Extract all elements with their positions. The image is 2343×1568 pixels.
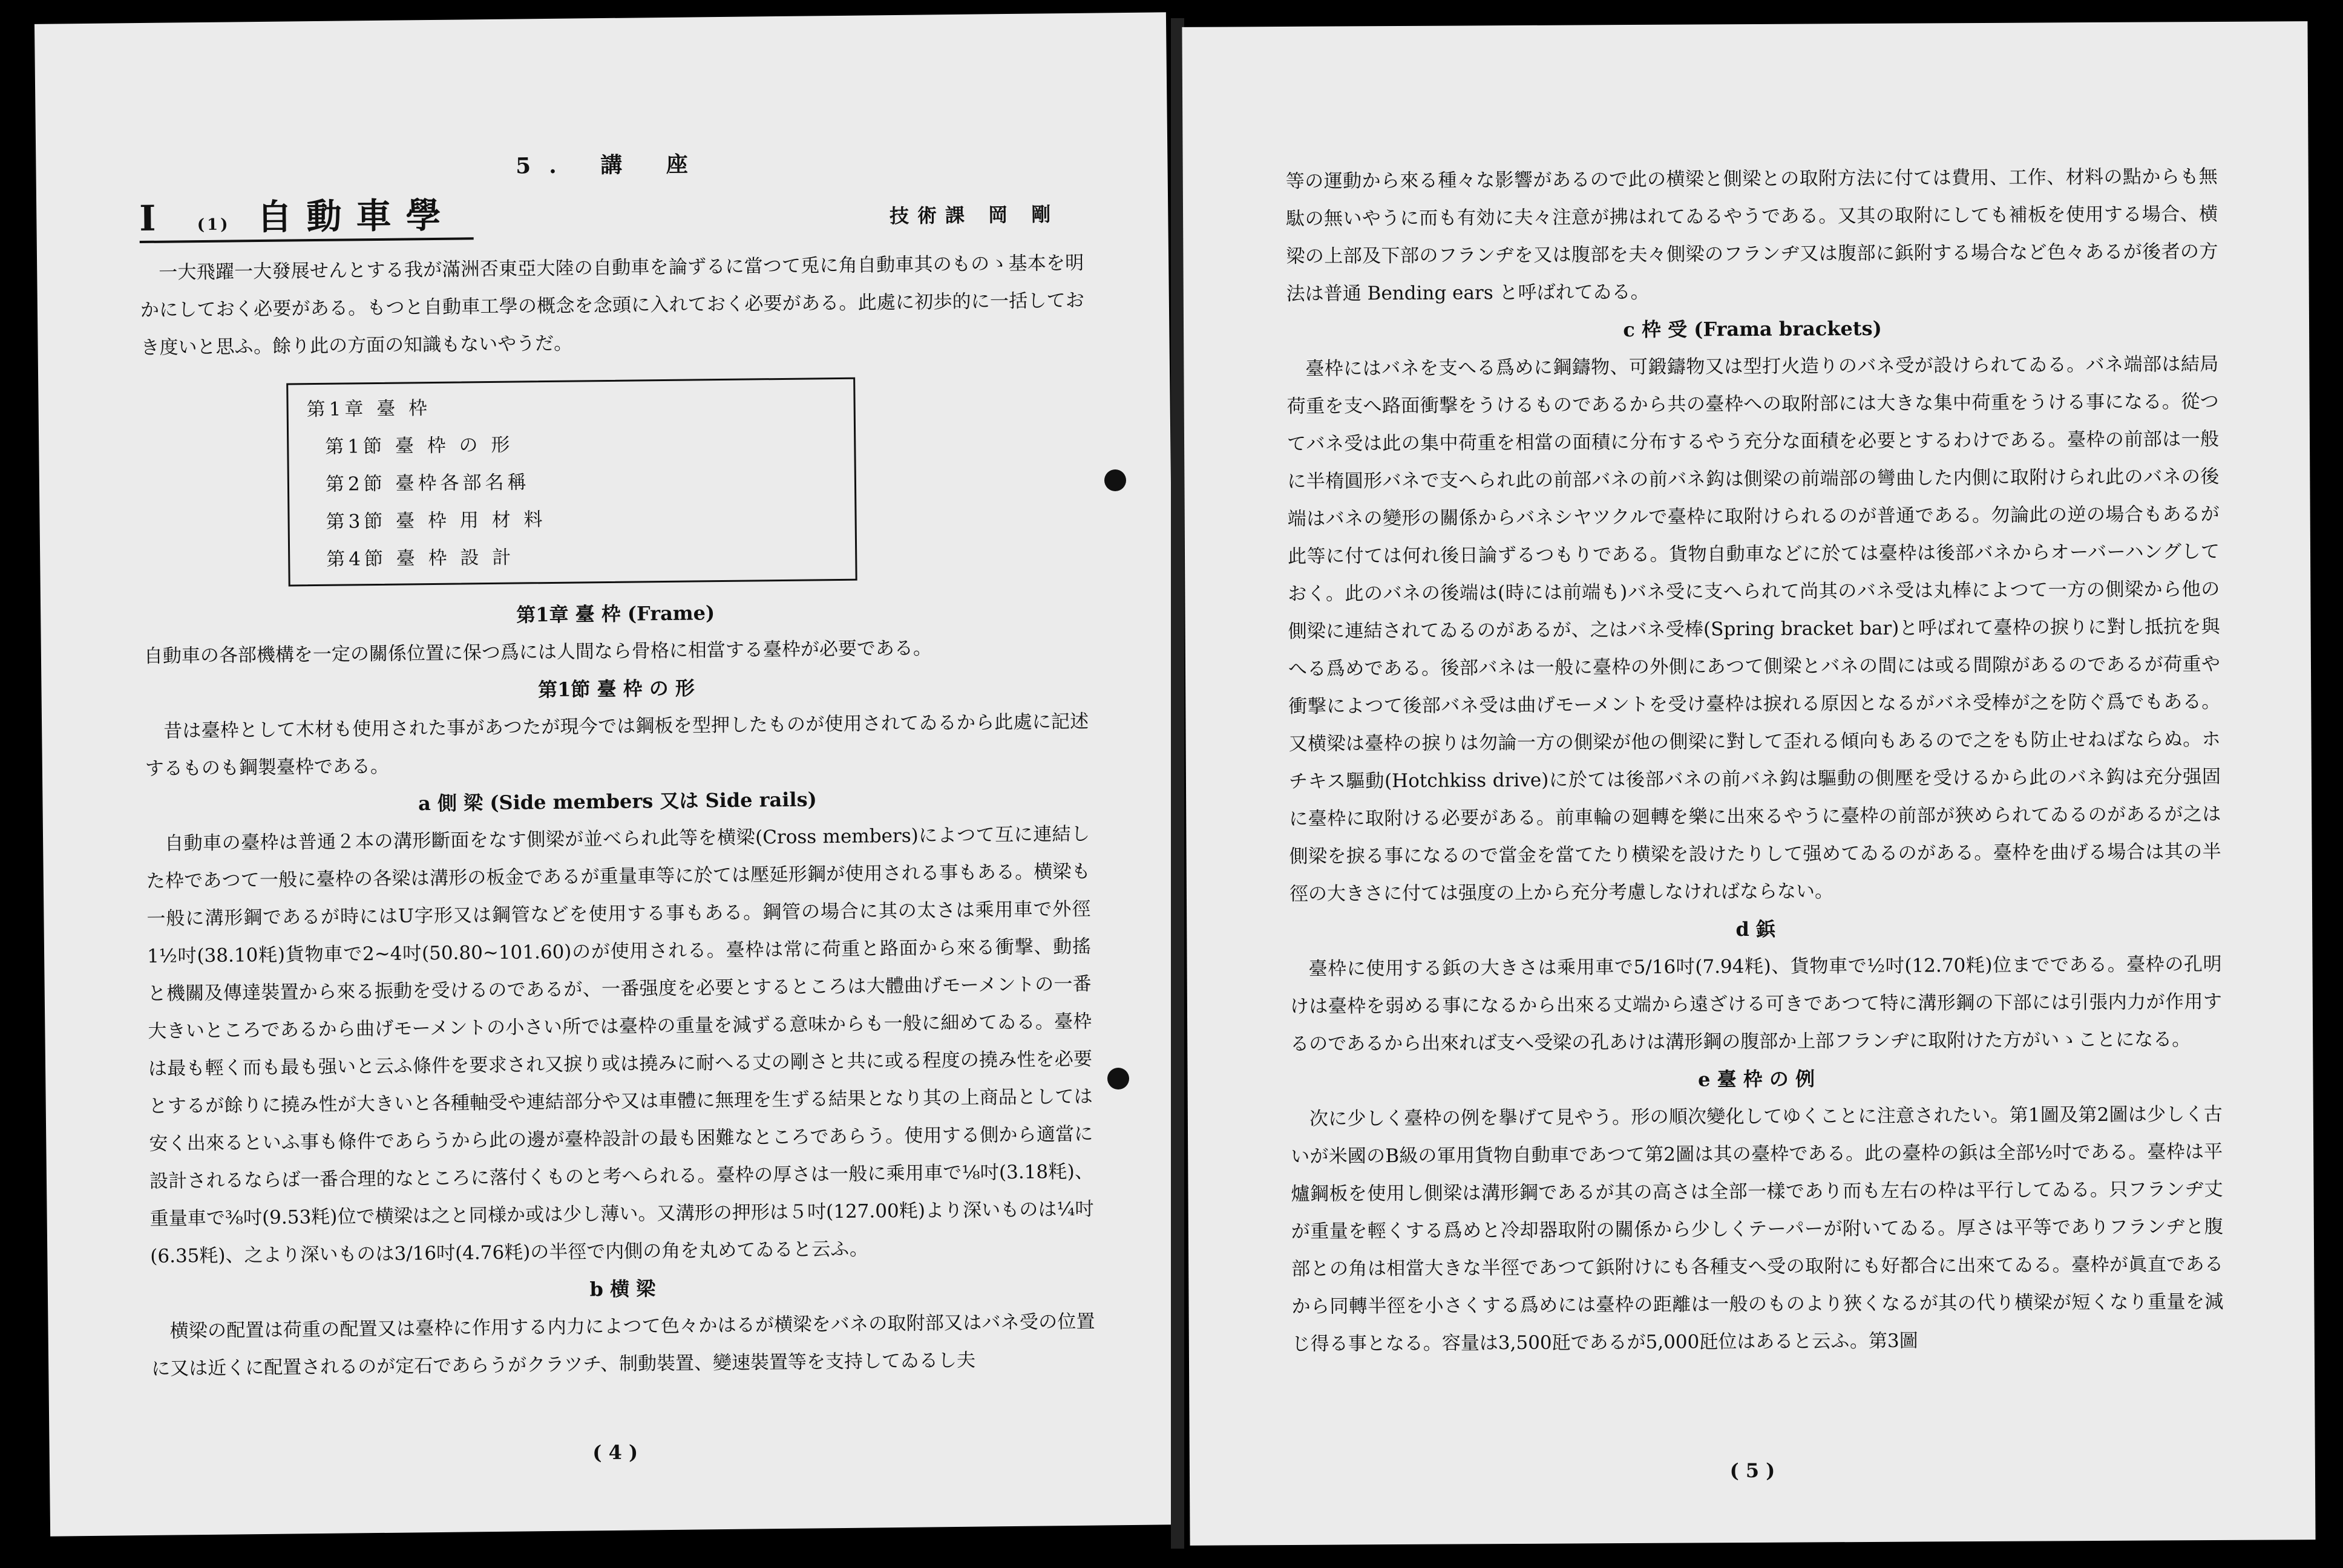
left-page	[34, 12, 1182, 1536]
page-number: ( 5 )	[1729, 1459, 1775, 1483]
chapter-paragraph: 自動車の各部機構を一定の關係位置に保つ爲には人間なら骨格に相當する臺枠が必要である。	[143, 637, 932, 668]
subsection-heading-e: e 臺 枠 の 例	[1697, 1067, 1815, 1091]
table-of-contents	[286, 377, 857, 587]
punch-hole	[1107, 1068, 1129, 1089]
title-sub-number: (1)	[197, 215, 231, 235]
intro-paragraph: 一大飛躍一大發展せんとする我が滿洲否東亞大陸の自動車を論ずるに當つて兎に角自動車其のものゝ基本を明かにしておく必要がある。もつと自動車工學の概念を念頭に入れておく必要がある。此處に初歩的に一括しておき度いと思ふ。餘り此の方面の知識もないやうだ。	[140, 252, 1085, 359]
toc-section: 第3節 臺 枠 用 材 料	[326, 509, 546, 533]
title-number: I	[139, 197, 171, 240]
subsection-paragraph-e: 次に少しく臺枠の例を擧げて見やう。形の順次變化してゆくことに注意されたい。第1圖及第2圖は少しく古いが米國のB級の軍用貨物自動車であつて第2圖は其の臺枠である。此の臺枠の鋲は全部½吋である。臺枠は平爐鋼板を使用し側梁は溝形鋼であるが其の高さは全部一樣であり而も左右の枠は平行してゐる。只フランヂ丈が重量を輕くする爲めと冷却器取附の關係から少しくテーパーが附いてゐる。厚さは平等でありフランヂと腹部との角は相當大きな半徑であつて鋲附けにも各種支へ受の取附にも好都合に出來てゐる。臺枠が眞直であるから同轉半徑を小さくする爲めには臺枠の距離は一般のものより狹くなるが其の代り横梁が短くなり重量を減じ得る事となる。容量は3,500瓩であるが5,000瓩位はあると云ふ。第3圖	[1291, 1103, 2224, 1355]
series-heading: 5. 講 座	[515, 151, 706, 179]
subsection-heading-c: c 枠 受 (Frama brackets)	[1623, 316, 1882, 342]
continued-paragraph: 等の運動から來る種々な影響があるので此の横梁と側梁との取附方法に付ては費用、工作、材料の點からも無駄の無いやうに而も有効に夫々注意が拂はれてゐるやうである。又其の取附にしても補板を使用する場合、横梁の上部及下部のフランヂを又は腹部を夫々側梁のフランヂ又は腹部に鋲附する場合など色々あるが後者の方法は普通 Bending ears と呼ばれてゐる。	[1285, 165, 2218, 305]
subsection-heading-a: a 側 梁 (Side members 又は Side rails)	[418, 788, 817, 815]
right-page	[1182, 21, 2315, 1546]
subsection-paragraph-a: 自動車の臺枠は普通２本の溝形斷面をなす側梁が並べられ此等を横梁(Cross members)によつて互に連結した枠であつて一般に臺枠の各梁は溝形の板金であるが重量車等に於ては壓延形鋼が使用される事もある。横梁も一般に溝形鋼であるが時にはU字形又は鋼管などを使用する事もある。鋼管の場合に其の太さは乘用車で外徑1½吋(38.10粍)貨物車で2~4吋(50.80~101.60)のが使用される。臺枠は常に荷重と路面から來る衝撃、動搖と機關及傳達裝置から來る振動を受けるのであるが、一番强度を必要とするところは大體曲げモーメントの一番大きいところであるから曲げモーメントの小さい所では臺枠の重量を減ずる意味からも一般に細めてゐる。臺枠は最も輕く而も最も强いと云ふ條件を要求され又捩り或は撓みに耐へる丈の剛さと共に或る程度の撓み性を必要とするが餘りに撓み性が大きいと各種軸受や連結部分や又は車體に無理を生ずる結果となり其の上商品としては安く出來るといふ事も條件であらうから此の邊が臺枠設計の最も困難なところであらう。使用する側から適當に設計されるならば一番合理的なところに落付くものと考へられる。臺枠の厚さは一般に乘用車で⅛吋(3.18粍)、重量車で⅜吋(9.53粍)位で横梁は之と同様か或は少し薄い。又溝形の押形は５吋(127.00粍)より深いものは¼吋(6.35粍)、之より深いものは3/16吋(4.76粍)の半徑で内側の角を丸めてゐると云ふ。	[146, 823, 1094, 1267]
subsection-paragraph-d: 臺枠に使用する鋲の大きさは乘用車で5/16吋(7.94粍)、貨物車で½吋(12.70粍)位までである。臺枠の孔明けは臺枠を弱める事になるから出來る丈端から遠ざける可きであつて特に溝形鋼の下部には引張内力が作用するのであるから出來れば支へ受梁の孔あけは溝形鋼の腹部か上部フランヂに取附けた方がいゝことになる。	[1289, 953, 2222, 1055]
section-paragraph: 昔は臺枠として木材も使用された事があつたが現今では鋼板を型押したものが使用されてゐるから此處に記述するものも鋼製臺枠である。	[145, 710, 1089, 780]
article-title	[139, 186, 474, 243]
page-number: ( 4 )	[592, 1440, 638, 1465]
chapter-heading: 第1章 臺 枠 (Frame)	[516, 601, 715, 627]
subsection-paragraph-b: 横梁の配置は荷重の配置又は臺枠に作用する内力によつて色々かはるが横梁をバネの取附部又はバネ受の位置に又は近くに配置されるのが定石であらうがクラツチ、制動裝置、變速裝置等を支持してゐるし夫	[151, 1310, 1095, 1380]
book-gutter	[1171, 18, 1184, 1549]
section-heading: 第1節 臺 枠 の 形	[537, 676, 695, 702]
toc-section: 第1節 臺 枠 の 形	[325, 434, 514, 458]
subsection-paragraph-c: 臺枠にはバネを支へる爲めに鋼鑄物、可鍛鑄物又は型打火造りのバネ受が設けられてゐる。バネ端部は結局荷重を支へ路面衝撃をうけるものであるから共の臺枠への取附部には大きな集中荷重をうける事になる。從つてバネ受は此の集中荷重を相當の面積に分布するやう充分な面積を必要とするわけである。臺枠の前部は一般に半楕圓形バネで支へられ此の前部バネの前バネ鈎は側梁の前端部の彎曲した内側に取附けられ此のバネの後端はバネの變形の關係からバネシヤツクルで臺枠に取附けられるのが普通である。勿論此の逆の場合もあるが此等に付ては何れ後日論ずるつもりである。貨物自動車などに於ては臺枠は後部バネからオーバーハングしておく。此のバネの後端は(時には前端も)バネ受に支へられて尚其のバネ受は丸棒によつて一方の側梁から他の側梁に連結されてゐるのがあるが、之はバネ受棒(Spring bracket bar)と呼ばれて臺枠の捩りに對し抵抗を與へる爲めである。後部バネは一般に臺枠の外側にあつて側梁とバネの間には或る間隙があるのであるが荷重や衝撃によつて後部バネ受は曲げモーメントを受け臺枠は捩れる原因となるがバネ受棒が之を防ぐ爲でもある。又横梁は臺枠の捩りは勿論一方の側梁が他の側梁に對して歪れる傾向もあるので之をも防止せねばならぬ。ホチキス驅動(Hotchkiss drive)に於ては後部バネの前バネ鈎は驅動の側壓を受けるから此のバネ鈎は充分强固に臺枠に取附ける必要がある。前車輪の廻轉を樂に出來るやうに臺枠の前部が狹められてゐるのがあるが之は側梁を捩る事になるので當金を當てたり横梁を設けたりして强めてゐるのがある。臺枠を曲げる場合は其の半徑の大きさに付ては强度の上から充分考慮しなければならない。	[1286, 353, 2221, 905]
toc-section: 第2節 臺枠各部名稱	[325, 471, 530, 495]
subsection-heading-b: b 横 梁	[589, 1277, 656, 1301]
toc-section: 第4節 臺 枠 設 計	[326, 546, 515, 570]
punch-hole	[1104, 469, 1126, 491]
subsection-heading-d: d 鋲	[1735, 917, 1776, 941]
toc-chapter: 第1章 臺 枠	[306, 397, 431, 421]
author: 技術課 岡 剛	[889, 203, 1060, 228]
title-text: 自動車學	[257, 194, 456, 238]
title-row	[139, 180, 1084, 243]
